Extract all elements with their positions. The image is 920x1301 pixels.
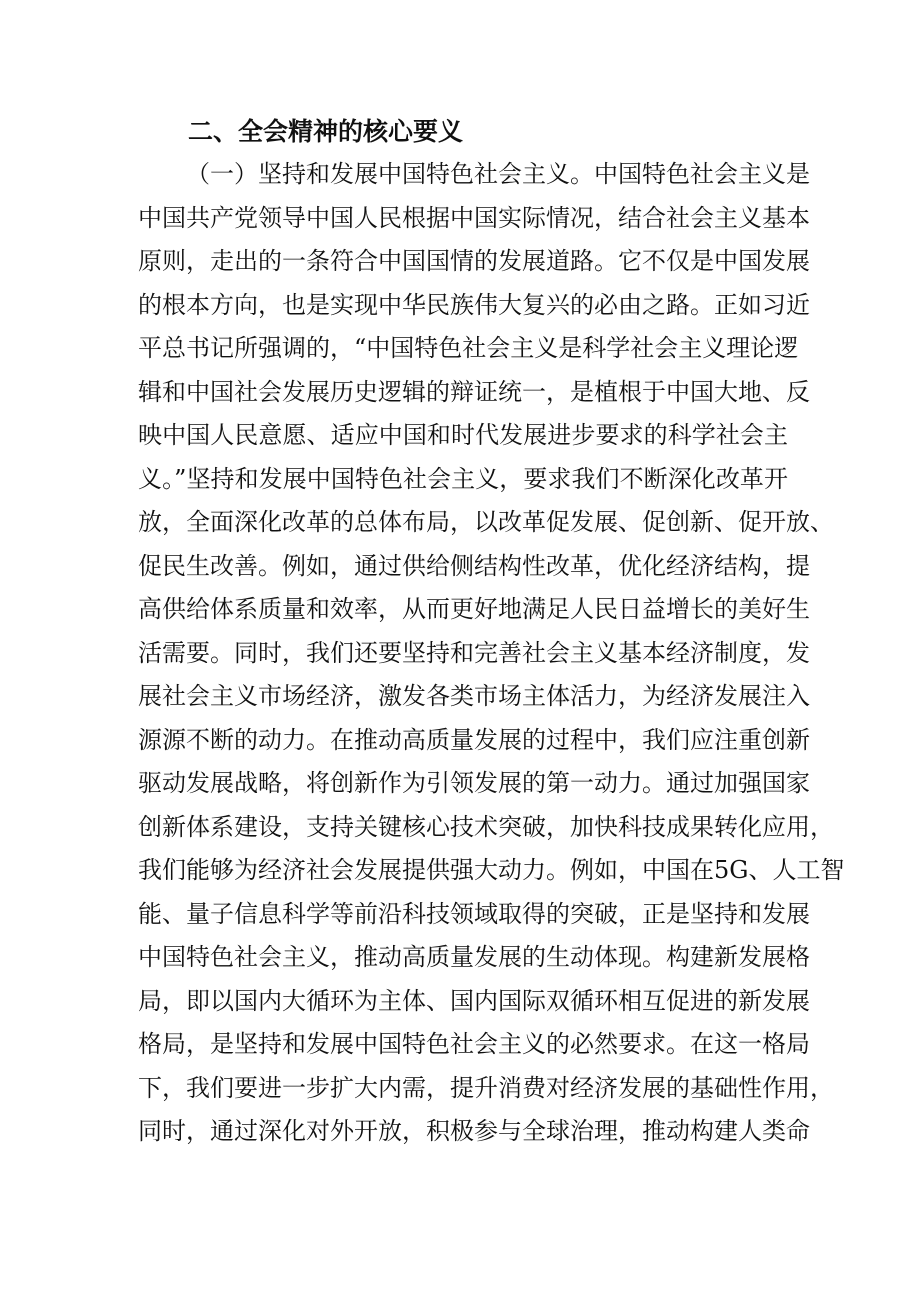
paragraph-line: 我们能够为经济社会发展提供强大动力。例如，中国在5G、人工智 (138, 856, 845, 884)
paragraph-line: 中国特色社会主义，推动高质量发展的生动体现。构建新发展格 (138, 943, 810, 971)
paragraph-line: 源源不断的动力。在推动高质量发展的过程中，我们应注重创新 (138, 725, 810, 754)
paragraph-line: 驱动发展战略，将创新作为引领发展的第一动力。通过加强国家 (138, 769, 810, 797)
paragraph-line: 同时，通过深化对外开放，积极参与全球治理，推动构建人类命 (138, 1117, 810, 1145)
paragraph-line: 放，全面深化改革的总体布局，以改革促发展、促创新、促开放、 (138, 508, 834, 536)
paragraph-line: 展社会主义市场经济，激发各类市场主体活力，为经济发展注入 (138, 682, 810, 710)
paragraph-line: 创新体系建设，支持关键核心技术突破，加快科技成果转化应用， (138, 812, 834, 841)
paragraph-line: 义。”坚持和发展中国特色社会主义，要求我们不断深化改革开 (138, 464, 788, 493)
paragraph-line: 下，我们要进一步扩大内需，提升消费对经济发展的基础性作用， (138, 1073, 834, 1102)
paragraph-line: 平总书记所强调的，“中国特色社会主义是科学社会主义理论逻 (138, 334, 799, 362)
paragraph-line: 促民生改善。例如，通过供给侧结构性改革，优化经济结构，提 (138, 551, 810, 580)
paragraph-line: 的根本方向，也是实现中华民族伟大复兴的必由之路。正如习近 (138, 290, 810, 319)
paragraph-line: 辑和中国社会发展历史逻辑的辩证统一，是植根于中国大地、反 (138, 377, 810, 406)
paragraph-line: 中国共产党领导中国人民根据中国实际情况，结合社会主义基本 (138, 203, 810, 232)
section-heading: 二、全会精神的核心要义 (188, 117, 464, 146)
paragraph-line: 格局，是坚持和发展中国特色社会主义的必然要求。在这一格局 (138, 1030, 810, 1058)
paragraph-line: 映中国人民意愿、适应中国和时代发展进步要求的科学社会主 (138, 421, 788, 449)
paragraph-line: 局，即以国内大循环为主体、国内国际双循环相互促进的新发展 (138, 986, 810, 1015)
paragraph-line: （一）坚持和发展中国特色社会主义。中国特色社会主义是 (186, 160, 810, 188)
paragraph-line: 高供给体系质量和效率，从而更好地满足人民日益增长的美好生 (138, 595, 810, 623)
paragraph-line: 活需要。同时，我们还要坚持和完善社会主义基本经济制度，发 (138, 638, 810, 667)
paragraph-line: 原则，走出的一条符合中国国情的发展道路。它不仅是中国发展 (138, 247, 810, 275)
paragraph (138, 153, 845, 1154)
paragraph-line: 能、量子信息科学等前沿科技领域取得的突破，正是坚持和发展 (138, 899, 810, 928)
